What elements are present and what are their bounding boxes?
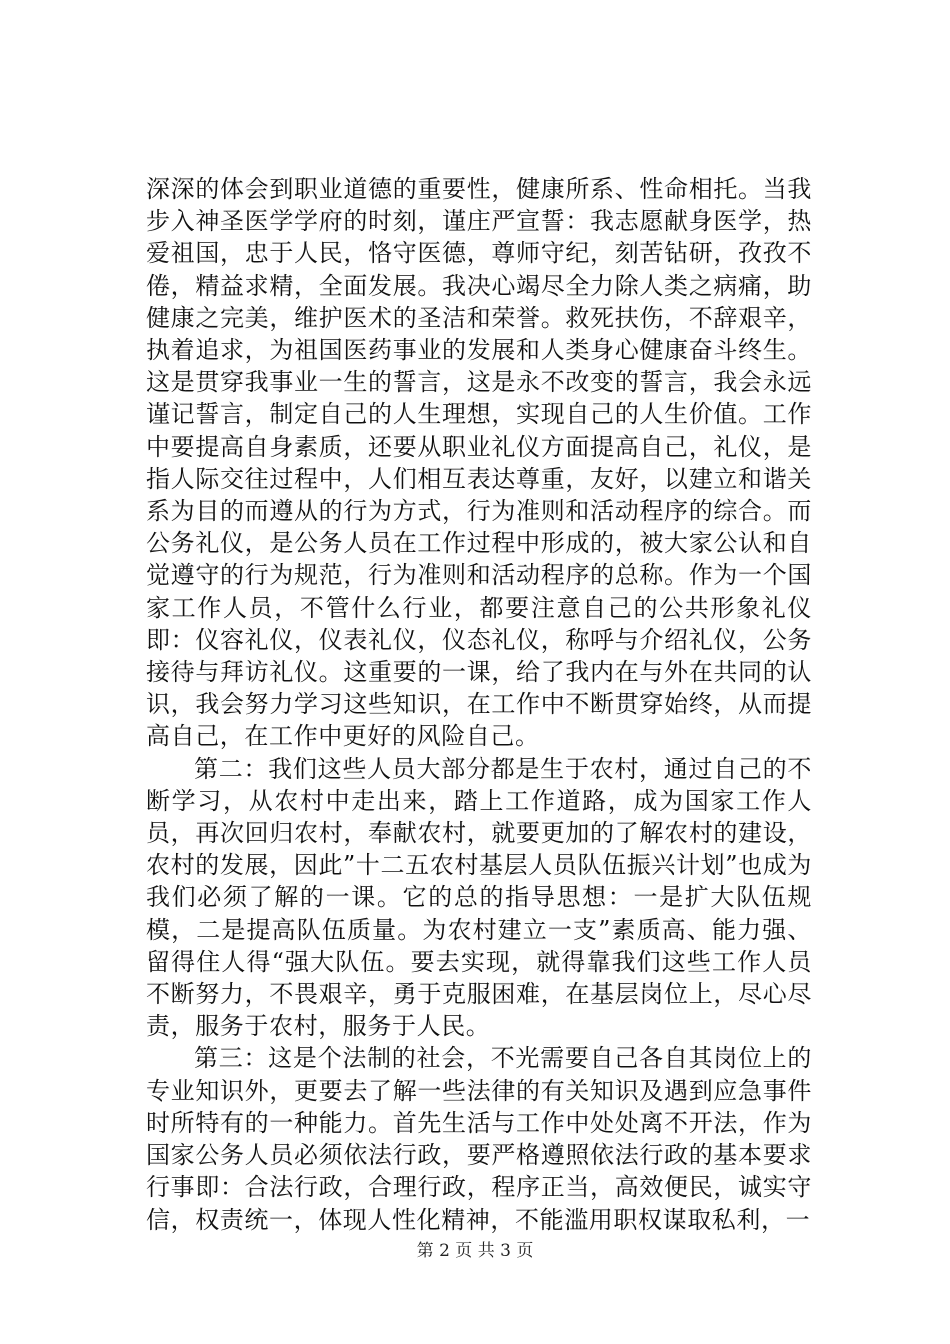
paragraph-2: 第二：我们这些人员大部分都是生于农村，通过自己的不断学习，从农村中走出来，踏上工作道路，成为国家工作人员，再次回归农村，奉献农村，就要更加的了解农村的建设，农村的发展，因此”十二五农村基层人员队伍振兴计划”也成为我们必须了解的一课。它的总的指导思想：一是扩大队伍规模，二是提高队伍质量。为农村建立一支”素质高、能力强、留得住人得“强大队伍。要去实现，就得靠我们这些工作人员不断努力，不畏艰辛，勇于克服困难，在基层岗位上，尽心尽责，服务于农村，服务于人民。 [146,754,812,1041]
page-footer: 第 2 页 共 3 页 [416,1241,534,1261]
paragraph-3: 第三：这是个法制的社会，不光需要自己各自其岗位上的专业知识外，更要去了解一些法律的有关知识及遇到应急事件时所特有的一种能力。首先生活与工作中处处离不开法，作为国家公务人员必须依法行政，要严格遵照依法行政的基本要求行事即：合法行政，合理行政，程序正当，高效便民，诚实守信，权责统一，体现人性化精神，不能滥用职权谋取私利，一 [146,1044,812,1234]
document-body [146,173,812,1236]
paragraph-1: 深深的体会到职业道德的重要性，健康所系、性命相托。当我步入神圣医学学府的时刻，谨庄严宣誓：我志愿献身医学，热爱祖国，忠于人民，恪守医德，尊师守纪，刻苦钻研，孜孜不倦，精益求精，全面发展。我决心竭尽全力除人类之病痛，助健康之完美，维护医术的圣洁和荣誉。救死扶伤，不辞艰辛，执着追求，为祖国医药事业的发展和人类身心健康奋斗终生。这是贯穿我事业一生的誓言，这是永不改变的誓言，我会永远谨记誓言，制定自己的人生理想，实现自己的人生价值。工作中要提高自身素质，还要从职业礼仪方面提高自己，礼仪，是指人际交往过程中，人们相互表达尊重，友好，以建立和谐关系为目的而遵从的行为方式，行为准则和活动程序的综合。而公务礼仪，是公务人员在工作过程中形成的，被大家公认和自觉遵守的行为规范，行为准则和活动程序的总称。作为一个国家工作人员，不管什么行业，都要注意自己的公共形象礼仪即：仪容礼仪，仪表礼仪，仪态礼仪，称呼与介绍礼仪，公务接待与拜访礼仪。这重要的一课，给了我内在与外在共同的认识，我会努力学习这些知识，在工作中不断贯穿始终，从而提高自己，在工作中更好的风险自己。 [146,175,812,751]
